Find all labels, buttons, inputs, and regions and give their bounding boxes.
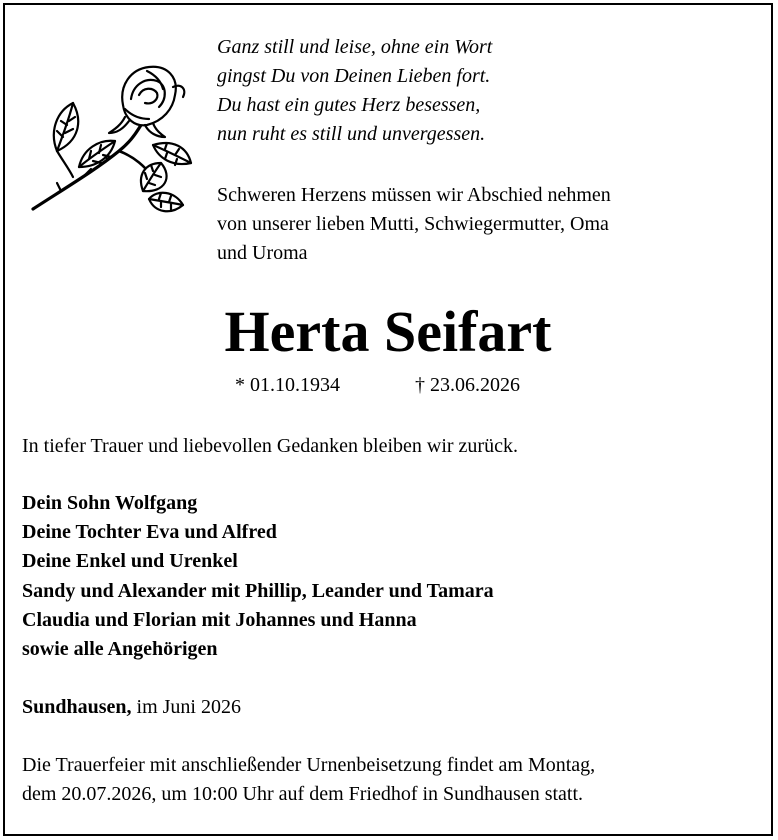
family-member: Sandy und Alexander mit Phillip, Leander und Tamara — [22, 579, 494, 602]
poem-line: Du hast ein gutes Herz besessen, — [217, 94, 481, 116]
poem-line: gingst Du von Deinen Lieben fort. — [217, 65, 491, 87]
intro-line: Schweren Herzens müssen wir Abschied nehmen — [217, 184, 611, 206]
family-member: Dein Sohn Wolfgang — [22, 492, 198, 514]
family-member: Deine Enkel und Urenkel — [22, 550, 238, 573]
place-date — [22, 693, 241, 721]
intro-text — [217, 181, 611, 268]
deceased-name: Herta Seifart — [224, 299, 552, 364]
life-dates — [235, 372, 520, 398]
family-member: Claudia und Florian mit Johannes und Hanna — [22, 608, 417, 631]
place-location: Sundhausen, — [22, 696, 132, 718]
funeral-info — [22, 751, 595, 809]
family-member: Deine Tochter Eva und Alfred — [22, 521, 277, 544]
obituary-notice — [3, 3, 773, 836]
poem-line: Ganz still und leise, ohne ein Wort — [217, 36, 493, 58]
intro-line: von unserer lieben Mutti, Schwiegermutter, Oma — [217, 213, 609, 235]
funeral-line: Die Trauerfeier mit anschließender Urnenbeisetzung findet am Montag, — [22, 754, 596, 776]
family-member: sowie alle Angehörigen — [22, 638, 218, 661]
mourning-line: In tiefer Trauer und liebevollen Gedanken bleiben wir zurück. — [22, 435, 518, 457]
poem — [217, 33, 492, 149]
poem-line: nun ruht es still und unvergessen. — [217, 123, 486, 145]
rose-icon — [27, 59, 195, 231]
birth-date: * 01.10.1934 — [235, 374, 340, 396]
place-month: im Juni 2026 — [136, 696, 241, 718]
family-list — [22, 489, 494, 664]
intro-line: und Uroma — [217, 242, 308, 264]
funeral-line: dem 20.07.2026, um 10:00 Uhr auf dem Friedhof in Sundhausen statt. — [22, 783, 584, 805]
death-date: † 23.06.2026 — [415, 374, 520, 396]
